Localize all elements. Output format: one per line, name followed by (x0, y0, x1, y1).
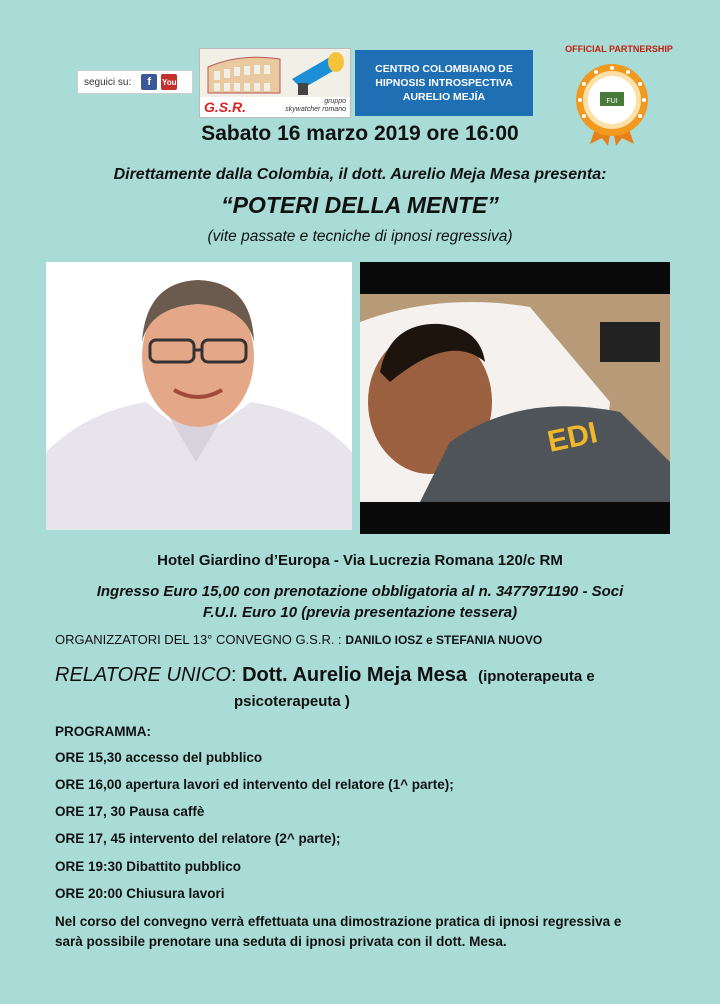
facebook-icon[interactable]: f (141, 74, 157, 90)
programme-item: ORE 17, 45 intervento del relatore (2^ parte); (55, 831, 341, 846)
speaker-role-line1: (ipnoterapeuta e (478, 668, 595, 685)
speaker-line: RELATORE UNICO: Dott. Aurelio Meja Mesa (ipnoterapeuta e (55, 664, 595, 686)
event-subtitle: (vite passate e tecniche di ipnosi regressiva) (207, 228, 513, 245)
note-line2: sarà possibile prenotare una seduta di ipnosi privata con il dott. Mesa. (55, 934, 507, 949)
event-title: “POTERI DELLA MENTE” (221, 192, 499, 218)
hypnosis-session-photo (360, 262, 670, 534)
entry-line2: F.U.I. Euro 10 (previa presentazione tessera) (202, 604, 518, 621)
svg-text:EDI: EDI (544, 416, 601, 459)
programme-item: ORE 19:30 Dibattito pubblico (55, 859, 242, 874)
cch-logo (355, 50, 533, 116)
svg-text:FUI: FUI (606, 98, 618, 105)
partnership-label: OFFICIAL PARTNERSHIP (565, 44, 673, 54)
note-line1: Nel corso del convegno verrà effettuata una dimostrazione pratica di ipnosi regressiva e (55, 914, 622, 929)
social-label: seguici su: (84, 76, 132, 88)
speaker-role-line2: psicoterapeuta ) (234, 693, 350, 710)
programme-heading: PROGRAMMA: (55, 724, 151, 739)
gsr-logo-subtitle (285, 98, 346, 114)
speaker-portrait-photo (46, 262, 352, 530)
cch-line2: HIPNOSIS INTROSPECTIVA (375, 77, 513, 89)
event-date: Sabato 16 marzo 2019 ore 16:00 (201, 122, 519, 145)
gsr-sub-line2: skywatcher romano (285, 106, 346, 113)
organizers-names: DANILO IOSZ e STEFANIA NUOVO (345, 633, 543, 647)
event-location: Hotel Giardino d’Europa - Via Lucrezia Romana 120/c RM (157, 552, 563, 569)
programme-item: ORE 17, 30 Pausa caffè (55, 804, 205, 819)
gsr-sub-line1: gruppo (324, 98, 346, 105)
event-presents-line: Direttamente dalla Colombia, il dott. Aurelio Meja Mesa presenta: (113, 166, 607, 183)
programme-item: ORE 15,30 accesso del pubblico (55, 750, 263, 765)
programme-item: ORE 20:00 Chiusura lavori (55, 886, 225, 901)
colosseum-illustration (200, 49, 350, 97)
organizers-label: ORGANIZZATORI DEL 13° CONVEGNO G.S.R. : (55, 632, 342, 647)
speaker-name: Dott. Aurelio Meja Mesa (242, 664, 467, 686)
youtube-icon[interactable]: You (161, 74, 177, 90)
cch-line3: AURELIO MEJÍA (402, 91, 486, 103)
entry-line1: Ingresso Euro 15,00 con prenotazione obbligatoria al n. 3477971190 - Soci (96, 583, 624, 600)
programme-note (55, 912, 675, 952)
cch-line1: CENTRO COLOMBIANO DE (375, 63, 513, 75)
speaker-label: RELATORE UNICO (55, 664, 231, 686)
organizers-line (55, 632, 695, 647)
gsr-logo-text: G.S.R. (204, 99, 247, 115)
entry-info (55, 581, 665, 623)
programme-item: ORE 16,00 apertura lavori ed intervento del relatore (1^ parte); (55, 777, 454, 792)
social-follow-box (77, 70, 193, 94)
gsr-logo (199, 48, 351, 118)
